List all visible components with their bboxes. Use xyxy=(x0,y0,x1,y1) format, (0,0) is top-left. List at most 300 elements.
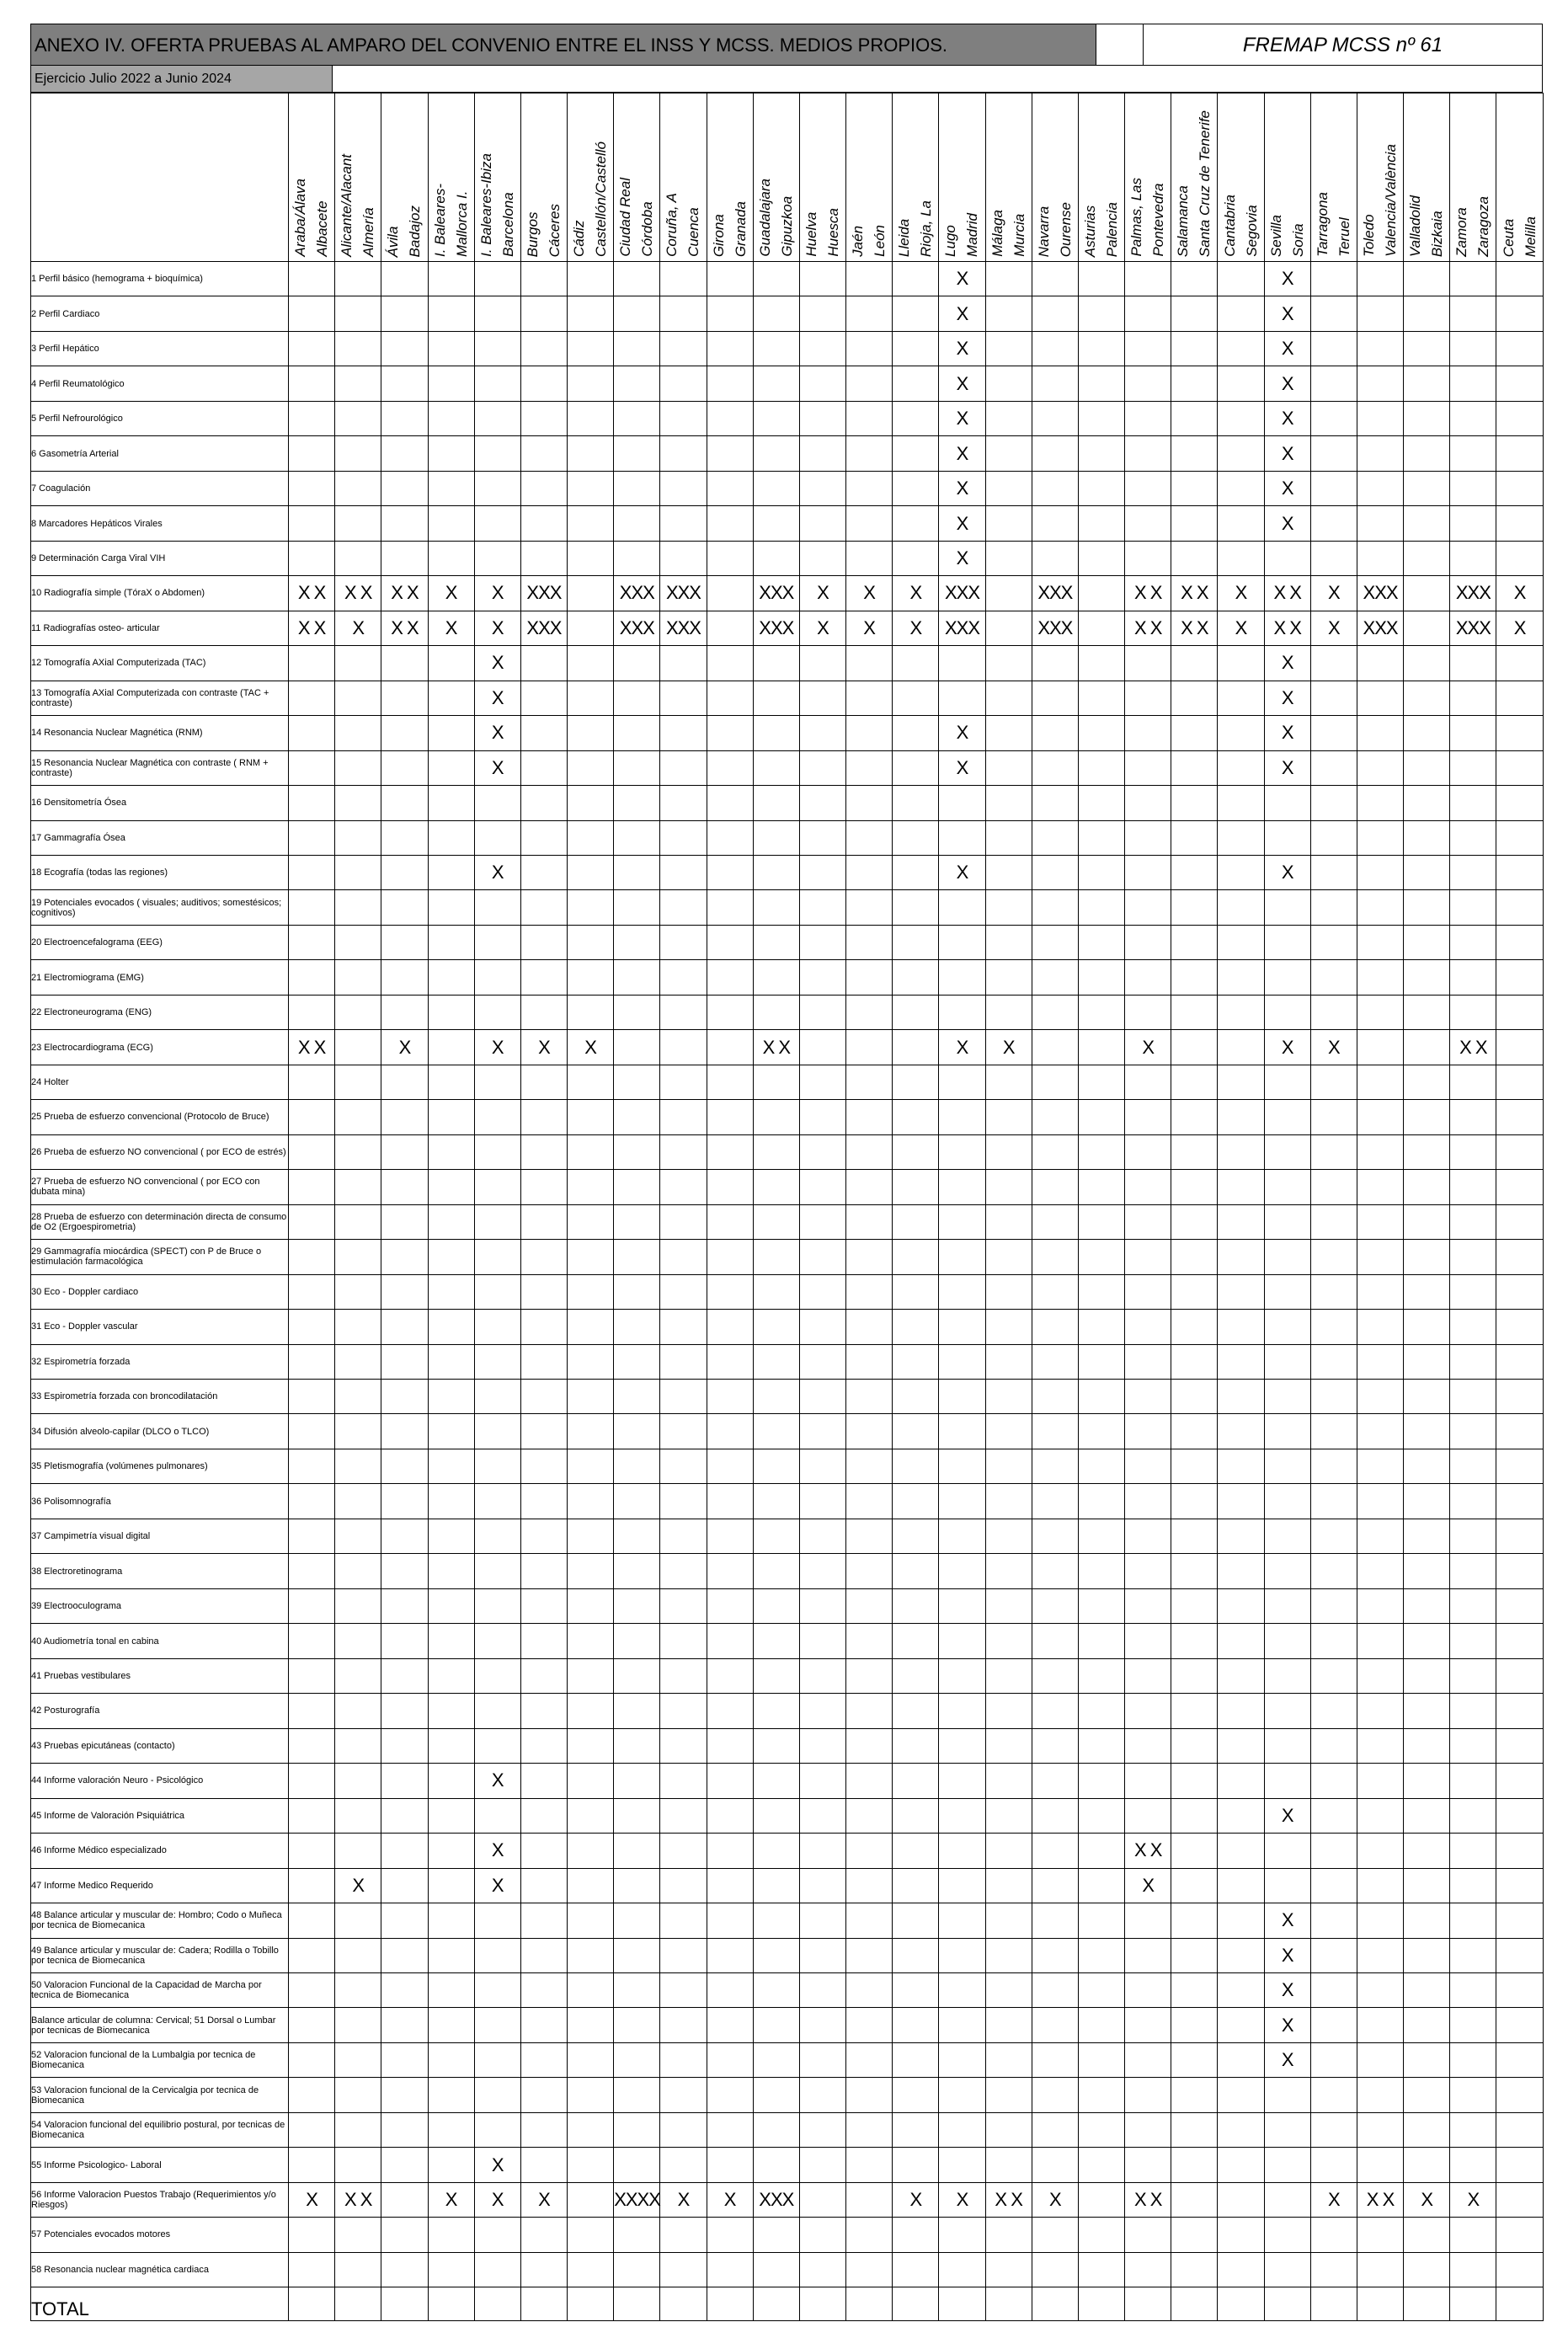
table-row xyxy=(31,1204,1544,1239)
offer-mark xyxy=(1171,2078,1218,2112)
offer-mark xyxy=(474,786,520,820)
offer-mark xyxy=(660,541,707,575)
offer-mark xyxy=(1125,1414,1171,1449)
offer-mark xyxy=(1450,1972,1496,2007)
offer-mark xyxy=(753,750,799,785)
offer-mark xyxy=(335,1240,381,1274)
offer-mark xyxy=(1171,1240,1218,1274)
offer-mark xyxy=(1032,1554,1078,1588)
province-header-row xyxy=(31,93,1544,262)
test-label: 18 Ecografía (todas las regiones) xyxy=(31,855,289,889)
offer-mark xyxy=(753,716,799,750)
offer-mark: X xyxy=(474,611,520,645)
offer-mark xyxy=(799,2148,845,2182)
offer-mark xyxy=(1032,1344,1078,1379)
offer-mark xyxy=(1450,1310,1496,1344)
offer-mark xyxy=(1171,1903,1218,1938)
offer-mark xyxy=(660,1344,707,1379)
offer-mark xyxy=(381,2218,428,2252)
offer-mark xyxy=(1404,1030,1450,1065)
offer-mark xyxy=(428,436,474,471)
offer-mark xyxy=(381,2182,428,2217)
offer-mark xyxy=(1310,1798,1357,1833)
offer-mark xyxy=(1078,1658,1124,1693)
offer-mark xyxy=(335,2218,381,2252)
offer-mark xyxy=(1032,2252,1078,2287)
offer-mark: X xyxy=(474,716,520,750)
offer-mark: X xyxy=(939,506,985,541)
offer-mark xyxy=(474,2218,520,2252)
offer-mark xyxy=(846,506,893,541)
offer-mark xyxy=(568,2182,614,2217)
offer-mark xyxy=(1078,1624,1124,1658)
offer-mark xyxy=(1218,2148,1264,2182)
total-cell xyxy=(1357,2287,1403,2321)
offer-mark xyxy=(1357,2148,1403,2182)
offer-mark xyxy=(799,855,845,889)
offer-mark xyxy=(893,1344,939,1379)
offer-mark xyxy=(614,786,660,820)
offer-mark xyxy=(428,1764,474,1798)
offer-mark xyxy=(1032,1170,1078,1204)
offer-mark xyxy=(474,2252,520,2287)
offer-mark: X xyxy=(1264,1972,1310,2007)
offer-mark xyxy=(799,2008,845,2042)
test-label: 2 Perfil Cardiaco xyxy=(31,296,289,331)
offer-mark xyxy=(753,1764,799,1798)
offer-mark xyxy=(520,786,567,820)
offer-mark xyxy=(1078,1972,1124,2007)
offer-mark xyxy=(568,471,614,505)
offer-mark xyxy=(1310,995,1357,1029)
offer-mark xyxy=(1171,1100,1218,1134)
offer-mark xyxy=(893,1764,939,1798)
offer-mark xyxy=(1032,1100,1078,1134)
offer-mark xyxy=(289,750,335,785)
offer-mark xyxy=(1218,296,1264,331)
offer-mark xyxy=(1125,1624,1171,1658)
offer-mark xyxy=(846,1624,893,1658)
offer-mark xyxy=(1125,1938,1171,1972)
offer-mark xyxy=(1264,1310,1310,1344)
offer-mark xyxy=(1264,541,1310,575)
offer-mark xyxy=(520,1694,567,1728)
offer-mark xyxy=(289,1484,335,1519)
offer-mark xyxy=(1218,2182,1264,2217)
offer-mark xyxy=(1450,1728,1496,1763)
offer-mark xyxy=(1357,1728,1403,1763)
offer-mark xyxy=(520,2148,567,2182)
test-label: 21 Electromiograma (EMG) xyxy=(31,960,289,995)
offer-mark: XXX xyxy=(660,611,707,645)
offer-mark xyxy=(289,1414,335,1449)
offer-mark xyxy=(1171,786,1218,820)
offer-mark xyxy=(568,506,614,541)
offer-mark xyxy=(893,681,939,715)
offer-mark xyxy=(568,1310,614,1344)
offer-mark xyxy=(1078,1414,1124,1449)
offer-mark xyxy=(520,1484,567,1519)
offer-mark xyxy=(1450,1554,1496,1588)
offer-mark: X xyxy=(939,1030,985,1065)
offer-mark xyxy=(568,296,614,331)
offer-mark xyxy=(939,2148,985,2182)
province-name: Ciudad Real Córdoba xyxy=(617,178,656,257)
offer-mark xyxy=(753,541,799,575)
offer-mark xyxy=(707,820,753,855)
offer-mark xyxy=(289,506,335,541)
offer-mark xyxy=(660,1554,707,1588)
offer-mark xyxy=(335,1344,381,1379)
offer-mark xyxy=(1078,611,1124,645)
offer-mark xyxy=(1078,750,1124,785)
offer-mark: X xyxy=(1264,1030,1310,1065)
offer-mark xyxy=(846,646,893,681)
offer-mark xyxy=(381,925,428,959)
offer-mark xyxy=(520,436,567,471)
offer-mark: XXX xyxy=(939,576,985,611)
offer-mark xyxy=(707,1310,753,1344)
offer-mark xyxy=(1496,2148,1543,2182)
offer-mark xyxy=(335,820,381,855)
offer-mark xyxy=(1310,925,1357,959)
offer-mark xyxy=(568,1903,614,1938)
offer-mark xyxy=(1078,541,1124,575)
offer-mark xyxy=(985,1624,1032,1658)
offer-mark xyxy=(660,296,707,331)
province-name: Girona Granada xyxy=(710,200,749,257)
offer-mark xyxy=(568,2252,614,2287)
offer-mark xyxy=(1404,925,1450,959)
offer-mark xyxy=(1404,541,1450,575)
offer-mark xyxy=(1496,2078,1543,2112)
offer-mark xyxy=(1078,2148,1124,2182)
offer-mark xyxy=(1310,1588,1357,1623)
offer-mark: X xyxy=(474,646,520,681)
offer-mark xyxy=(289,1798,335,1833)
offer-mark xyxy=(799,1554,845,1588)
table-row xyxy=(31,366,1544,401)
offer-mark xyxy=(1125,1764,1171,1798)
offer-mark xyxy=(939,681,985,715)
offer-mark: X X xyxy=(1125,611,1171,645)
offer-mark xyxy=(1264,1100,1310,1134)
offer-mark xyxy=(614,1134,660,1169)
offer-mark xyxy=(428,786,474,820)
offer-mark xyxy=(335,1903,381,1938)
offer-mark: X xyxy=(846,576,893,611)
offer-mark xyxy=(1357,995,1403,1029)
offer-mark xyxy=(1357,681,1403,715)
offer-mark xyxy=(1125,681,1171,715)
offer-mark xyxy=(1404,1240,1450,1274)
offer-mark xyxy=(428,855,474,889)
offer-mark xyxy=(428,1380,474,1414)
offer-mark xyxy=(985,1972,1032,2007)
offer-mark xyxy=(1450,1624,1496,1658)
test-label: 48 Balance articular y muscular de: Hombro; Codo o Muñeca por tecnica de Biomecanica xyxy=(31,1903,289,1938)
offer-mark xyxy=(1218,1798,1264,1833)
offer-mark xyxy=(1171,1030,1218,1065)
offer-mark xyxy=(289,1519,335,1553)
offer-mark xyxy=(1218,1624,1264,1658)
offer-mark xyxy=(985,1170,1032,1204)
offer-mark xyxy=(1357,1414,1403,1449)
test-label: 35 Pletismografía (volúmenes pulmonares) xyxy=(31,1449,289,1483)
offer-mark xyxy=(428,2218,474,2252)
offer-mark xyxy=(520,331,567,366)
offer-mark xyxy=(1357,296,1403,331)
offer-mark xyxy=(474,1414,520,1449)
offer-mark xyxy=(520,1170,567,1204)
offer-mark xyxy=(289,2252,335,2287)
offer-mark xyxy=(939,2042,985,2077)
offer-mark xyxy=(1125,1065,1171,1099)
offer-mark xyxy=(568,1764,614,1798)
offer-mark xyxy=(985,1134,1032,1169)
offer-mark xyxy=(1218,1694,1264,1728)
offer-mark xyxy=(1450,925,1496,959)
offer-mark xyxy=(381,401,428,435)
offer-mark xyxy=(289,2078,335,2112)
offer-mark xyxy=(707,1449,753,1483)
offer-mark xyxy=(846,890,893,925)
table-row xyxy=(31,1240,1544,1274)
offer-mark xyxy=(1032,1972,1078,2007)
offer-mark xyxy=(1310,2112,1357,2147)
offer-mark xyxy=(893,1065,939,1099)
offer-mark xyxy=(381,1170,428,1204)
offer-mark xyxy=(1171,1658,1218,1693)
offer-mark xyxy=(893,401,939,435)
offer-mark xyxy=(381,1624,428,1658)
offer-mark xyxy=(1125,820,1171,855)
offer-mark xyxy=(1496,2008,1543,2042)
offer-mark xyxy=(753,1834,799,1868)
offer-mark xyxy=(428,506,474,541)
offer-mark xyxy=(1171,1834,1218,1868)
offer-mark xyxy=(568,1834,614,1868)
offer-mark xyxy=(1450,716,1496,750)
offer-mark xyxy=(428,2078,474,2112)
offer-mark xyxy=(335,506,381,541)
offer-mark xyxy=(520,1519,567,1553)
offer-mark xyxy=(660,1972,707,2007)
table-row xyxy=(31,1030,1544,1065)
offer-mark xyxy=(1264,995,1310,1029)
offer-mark xyxy=(1357,2008,1403,2042)
offer-mark xyxy=(799,1310,845,1344)
offer-mark xyxy=(335,1030,381,1065)
offer-mark xyxy=(1125,855,1171,889)
table-row xyxy=(31,890,1544,925)
total-cell xyxy=(660,2287,707,2321)
offer-mark xyxy=(985,1658,1032,1693)
offer-mark xyxy=(474,471,520,505)
offer-mark xyxy=(1264,2252,1310,2287)
test-label: 40 Audiometría tonal en cabina xyxy=(31,1624,289,1658)
offer-mark: X X xyxy=(1264,576,1310,611)
offer-mark xyxy=(1171,1170,1218,1204)
offer-mark xyxy=(520,2042,567,2077)
offer-mark xyxy=(1032,786,1078,820)
offer-mark xyxy=(1218,1903,1264,1938)
offer-mark: X xyxy=(985,1030,1032,1065)
offer-mark xyxy=(846,1484,893,1519)
offer-mark xyxy=(846,262,893,296)
province-name: Málaga Murcia xyxy=(989,210,1027,257)
offer-mark xyxy=(985,750,1032,785)
offer-mark xyxy=(614,1414,660,1449)
offer-mark xyxy=(893,960,939,995)
offer-mark xyxy=(1404,2218,1450,2252)
offer-mark xyxy=(381,646,428,681)
offer-mark xyxy=(1218,646,1264,681)
offer-mark xyxy=(335,1588,381,1623)
offer-mark xyxy=(1357,2252,1403,2287)
offer-mark xyxy=(520,541,567,575)
table-row xyxy=(31,506,1544,541)
province-column-header xyxy=(335,93,381,262)
offer-mark xyxy=(753,401,799,435)
offer-mark xyxy=(428,1728,474,1763)
offer-mark: X xyxy=(707,2182,753,2217)
offer-mark xyxy=(381,681,428,715)
offer-mark xyxy=(1171,820,1218,855)
offer-mark xyxy=(289,960,335,995)
offer-mark xyxy=(707,1834,753,1868)
offer-mark xyxy=(474,1380,520,1414)
offer-mark xyxy=(707,1344,753,1379)
offer-mark xyxy=(893,820,939,855)
offer-mark xyxy=(1171,995,1218,1029)
offer-mark xyxy=(1357,1274,1403,1309)
offer-mark xyxy=(660,1134,707,1169)
offer-mark xyxy=(1171,960,1218,995)
offer-mark: X xyxy=(474,750,520,785)
offer-mark xyxy=(1171,1764,1218,1798)
offer-mark xyxy=(1218,436,1264,471)
offer-mark xyxy=(428,541,474,575)
offer-mark xyxy=(660,1588,707,1623)
offer-mark xyxy=(568,716,614,750)
offer-mark xyxy=(1264,1554,1310,1588)
offer-mark xyxy=(1125,2008,1171,2042)
offer-mark xyxy=(474,1694,520,1728)
offer-mark: X xyxy=(939,2182,985,2217)
offer-mark xyxy=(520,1134,567,1169)
offer-mark xyxy=(1310,331,1357,366)
table-row xyxy=(31,2182,1544,2217)
table-row xyxy=(31,925,1544,959)
table-row xyxy=(31,1310,1544,1344)
offer-mark xyxy=(520,716,567,750)
offer-mark xyxy=(428,995,474,1029)
offer-mark xyxy=(1078,262,1124,296)
total-cell xyxy=(520,2287,567,2321)
offer-mark xyxy=(1171,506,1218,541)
offer-mark xyxy=(335,925,381,959)
offer-mark xyxy=(1218,2252,1264,2287)
offer-mark xyxy=(846,2008,893,2042)
total-cell xyxy=(753,2287,799,2321)
offer-mark xyxy=(1125,1903,1171,1938)
offer-mark xyxy=(939,925,985,959)
offer-mark xyxy=(846,1030,893,1065)
offer-mark xyxy=(1357,1380,1403,1414)
offer-mark: X xyxy=(1264,681,1310,715)
offer-mark xyxy=(1125,1170,1171,1204)
offer-mark xyxy=(474,2078,520,2112)
offer-mark xyxy=(1264,1344,1310,1379)
offer-mark xyxy=(1032,2218,1078,2252)
offer-mark xyxy=(799,366,845,401)
offer-mark xyxy=(1404,401,1450,435)
offer-mark xyxy=(568,1134,614,1169)
offer-mark xyxy=(985,2112,1032,2147)
offer-mark xyxy=(660,1798,707,1833)
offer-mark xyxy=(660,331,707,366)
offer-mark xyxy=(381,1519,428,1553)
offer-mark xyxy=(1404,1274,1450,1309)
offer-mark xyxy=(1264,1380,1310,1414)
offer-mark xyxy=(568,1658,614,1693)
offer-mark xyxy=(939,2078,985,2112)
offer-mark xyxy=(1218,681,1264,715)
offer-mark xyxy=(1218,716,1264,750)
offer-mark xyxy=(893,646,939,681)
offer-mark xyxy=(614,1170,660,1204)
offer-mark xyxy=(1032,331,1078,366)
test-label: 44 Informe valoración Neuro - Psicológico xyxy=(31,1764,289,1798)
test-label: 15 Resonancia Nuclear Magnética con contraste ( RNM + contraste) xyxy=(31,750,289,785)
total-cell xyxy=(893,2287,939,2321)
offer-mark xyxy=(1078,1380,1124,1414)
offer-mark xyxy=(985,331,1032,366)
offer-mark xyxy=(1496,1903,1543,1938)
test-label: 11 Radiografías osteo- articular xyxy=(31,611,289,645)
offer-mark xyxy=(985,1554,1032,1588)
offer-mark xyxy=(1496,855,1543,889)
offer-mark xyxy=(1450,1170,1496,1204)
offer-mark xyxy=(568,1414,614,1449)
offer-mark xyxy=(1078,2042,1124,2077)
offer-mark: X xyxy=(939,331,985,366)
offer-mark xyxy=(1496,681,1543,715)
offer-mark xyxy=(799,1380,845,1414)
offer-mark xyxy=(520,1100,567,1134)
offer-mark xyxy=(1125,1694,1171,1728)
offer-mark xyxy=(428,296,474,331)
offer-mark xyxy=(1032,2112,1078,2147)
offer-mark xyxy=(381,890,428,925)
offer-mark xyxy=(939,1938,985,1972)
offer-mark xyxy=(660,506,707,541)
offer-mark xyxy=(1032,1868,1078,1903)
offer-mark xyxy=(1450,331,1496,366)
offer-mark xyxy=(1404,1380,1450,1414)
offer-mark xyxy=(1450,2252,1496,2287)
offer-mark xyxy=(707,2252,753,2287)
offer-mark xyxy=(1357,1624,1403,1658)
offer-mark xyxy=(707,646,753,681)
offer-mark xyxy=(660,1240,707,1274)
offer-mark xyxy=(660,471,707,505)
offer-mark xyxy=(335,1728,381,1763)
offer-mark xyxy=(1310,1134,1357,1169)
offer-mark xyxy=(1357,2218,1403,2252)
offer-mark xyxy=(289,436,335,471)
